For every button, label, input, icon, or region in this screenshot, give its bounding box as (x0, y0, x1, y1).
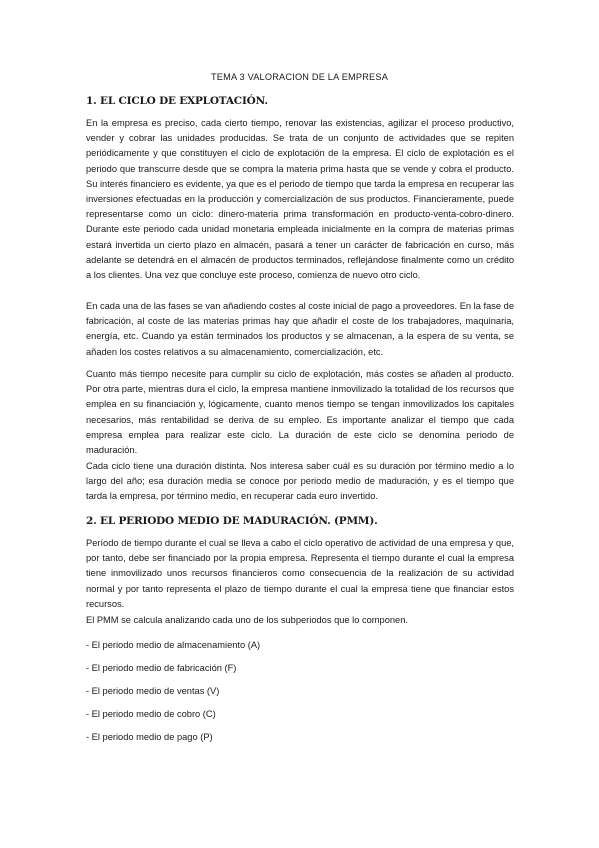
document-title: TEMA 3 VALORACION DE LA EMPRESA (210, 72, 389, 82)
list-item: - El periodo medio de ventas (V) (86, 686, 220, 696)
list-item: - El periodo medio de pago (P) (86, 732, 213, 742)
list-item: - El periodo medio de almacenamiento (A) (86, 640, 261, 650)
section-1-paragraph: En cada una de las fases se van añadiendo costes al coste inicial de pago a proveedores. En la fase de fabricación, al coste de las materias primas hay que añadir el coste de los trabajadores, maquinaria, energía, etc. Cuando ya están terminados los productos y se almacenan, a la espera de su venta, se añaden los costes relativos a su almacenamiento, comercialización, etc. (86, 301, 514, 357)
section-1-paragraph: Cuanto más tiempo necesite para cumplir su ciclo de explotación, más costes se añaden al producto. Por otra parte, mientras dura el ciclo, la empresa mantiene inmovilizado la totalidad de los recursos que emplea en su financiación y, lógicamente, cuanto menos tiempo se tengan inmovilizados los capitales necesarios, más rentabilidad se deriva de su empleo. Es importante analizar el tiempo que cada empresa emplea para realizar este ciclo. La duración de este ciclo se denomina periodo de maduración. (86, 369, 514, 456)
section-2-paragraph: El PMM se calcula analizando cada uno de los subperiodos que lo componen. (86, 615, 408, 625)
section-2-heading: 2. EL PERIODO MEDIO DE MADURACIÓN. (PMM). (86, 515, 378, 527)
list-item: - El periodo medio de cobro (C) (86, 709, 216, 719)
section-1-paragraph: En la empresa es preciso, cada cierto tiempo, renovar las existencias, agilizar el proceso productivo, vender y cobrar las unidades producidas. Se trata de un conjunto de actividades que se repiten periódicamente y que constituyen el ciclo de explotación de la empresa. El ciclo de explotación es el periodo que transcurre desde que se compra la materia prima hasta que se vende y cobra el producto. Su interés financiero es evidente, ya que es el periodo de tiempo que tarda la empresa en recuperar las inversiones efectuadas en la producción y comercialización de sus productos. Financieramente, puede representarse como un ciclo: dinero-materia prima transformación en producto-venta-cobro-dinero. Durante este periodo cada unidad monetaria empleada inicialmente en la compra de materias primas estará invertida un cierto plazo en almacén, pasará a tener un carácter de fabricación en curso, más adelante se detendrá en el almacén de productos terminados, reflejándose finalmente como un crédito a los clientes. Una vez que concluye este proceso, comienza de nuevo otro ciclo. (86, 118, 514, 281)
section-1-heading: 1. EL CICLO DE EXPLOTACIÓN. (86, 95, 268, 107)
section-1-paragraph: Cada ciclo tiene una duración distinta. Nos interesa saber cuál es su duración por término medio a lo largo del año; esa duración media se conoce por periodo medio de maduración, y es el tiempo que tarda la empresa, por término medio, en recuperar cada euro invertido. (86, 461, 514, 502)
section-2-paragraph: Período de tiempo durante el cual se lleva a cabo el ciclo operativo de actividad de una empresa y que, por tanto, debe ser financiado por la propia empresa. Representa el tiempo durante el cual la empresa tiene inmovilizado unos recursos financieros como consecuencia de la realización de su actividad normal y por tanto representa el plazo de tiempo durante el cual la empresa tiene que financiar estos recursos. (86, 538, 514, 609)
list-item: - El periodo medio de fabricación (F) (86, 663, 237, 673)
